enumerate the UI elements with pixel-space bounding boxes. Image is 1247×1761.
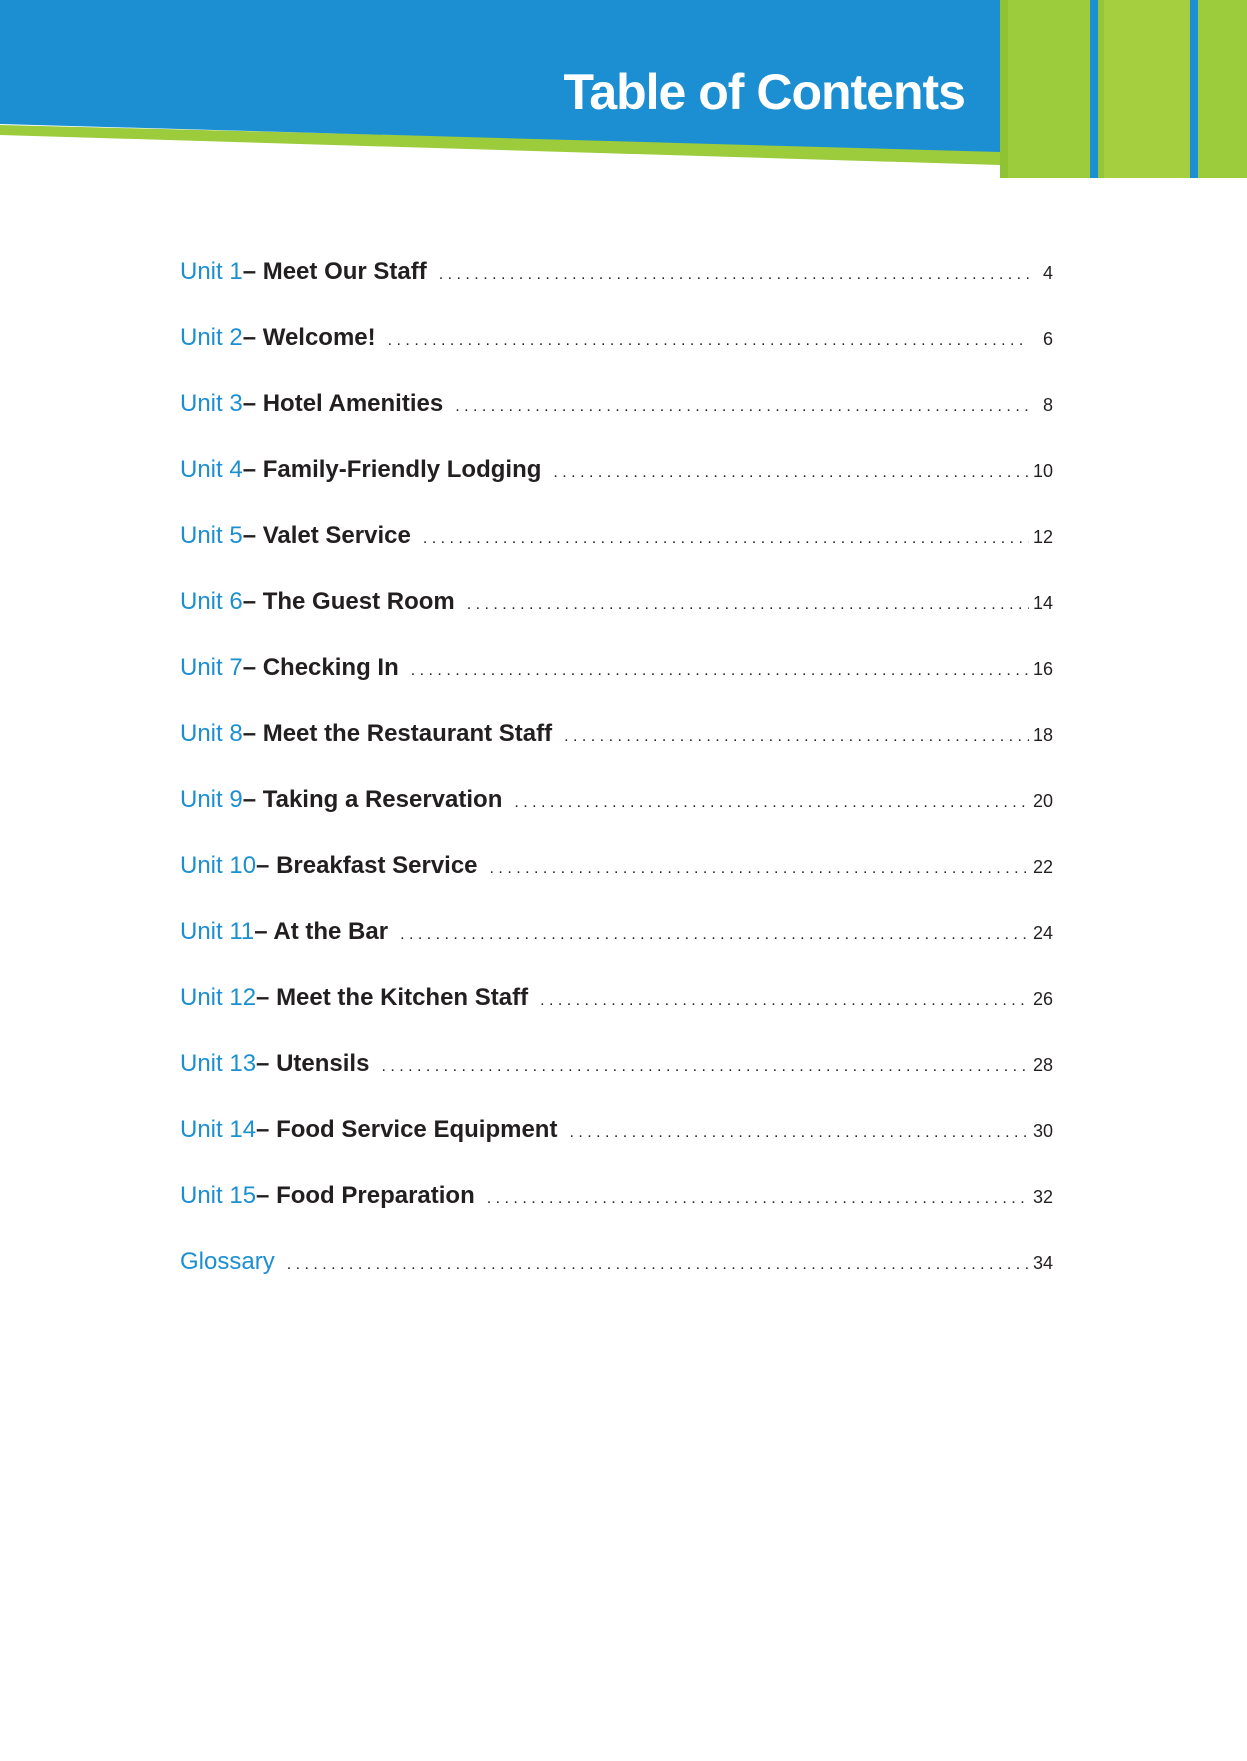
toc-page-number: 10 <box>1032 461 1053 481</box>
toc-entry-9[interactable] <box>180 781 1053 847</box>
toc-entry-title: – Breakfast Service <box>256 852 478 879</box>
toc-page-number: 4 <box>1042 263 1053 283</box>
toc-page-number: 8 <box>1042 395 1053 415</box>
toc-dot-leader <box>514 784 1029 822</box>
toc-entry-6[interactable] <box>180 583 1053 649</box>
toc-entry-label: Unit 11 <box>180 918 255 945</box>
toc-entry-4[interactable] <box>180 451 1053 517</box>
toc-entry-7[interactable] <box>180 649 1053 715</box>
toc-entry-label: Unit 2 <box>180 324 243 351</box>
header-banner <box>0 0 1247 190</box>
toc-entry-2[interactable] <box>180 319 1053 385</box>
toc-dot-leader <box>467 586 1029 624</box>
toc-entry-title: – Meet the Restaurant Staff <box>242 720 553 747</box>
toc-page-number: 12 <box>1032 527 1053 547</box>
toc-entry-label: Unit 1 <box>180 258 243 285</box>
toc-entry-label: Unit 9 <box>180 786 243 813</box>
toc-entry-title: – Welcome! <box>242 324 376 351</box>
toc-entry-14[interactable] <box>180 1111 1053 1177</box>
toc-entry-15[interactable] <box>180 1177 1053 1243</box>
toc-entry-3[interactable] <box>180 385 1053 451</box>
toc-entry-10[interactable] <box>180 847 1053 913</box>
toc-entry-label: Unit 4 <box>180 456 243 483</box>
toc-entry-title: – Family-Friendly Lodging <box>242 456 542 483</box>
toc-dot-leader <box>388 322 1029 360</box>
toc-dot-leader <box>411 652 1029 690</box>
toc-dot-leader <box>400 916 1029 954</box>
toc-entry-title: – Hotel Amenities <box>242 390 444 417</box>
toc-page-number: 16 <box>1032 659 1053 679</box>
toc-dot-leader <box>381 1048 1029 1086</box>
toc-dot-leader <box>553 454 1029 492</box>
toc-dot-leader <box>490 850 1029 888</box>
toc-entry-label: Unit 10 <box>180 852 257 879</box>
toc-dot-leader <box>564 718 1029 756</box>
page-title: Table of Contents <box>563 64 965 120</box>
table-of-contents <box>180 253 1053 1309</box>
toc-entry-16[interactable] <box>180 1243 1053 1309</box>
toc-entry-title: – Food Service Equipment <box>256 1116 558 1143</box>
toc-page-number: 24 <box>1032 923 1053 943</box>
header-green-bar-1 <box>1000 0 1090 178</box>
header-bar-shade-2 <box>1098 0 1104 178</box>
toc-page-number: 22 <box>1032 857 1053 877</box>
toc-entry-title: – Utensils <box>256 1050 370 1077</box>
toc-entry-title: – Meet Our Staff <box>242 258 427 285</box>
toc-entry-label: Unit 7 <box>180 654 243 681</box>
toc-entry-13[interactable] <box>180 1045 1053 1111</box>
toc-page-number: 26 <box>1032 989 1053 1009</box>
toc-entry-title: – The Guest Room <box>242 588 455 615</box>
toc-entry-12[interactable] <box>180 979 1053 1045</box>
header-green-bar-gap-2 <box>1190 0 1198 178</box>
toc-entry-label: Unit 3 <box>180 390 243 417</box>
toc-dot-leader <box>287 1246 1029 1284</box>
toc-entry-title: – Valet Service <box>242 522 411 549</box>
toc-page-number: 30 <box>1032 1121 1053 1141</box>
header-green-bar-2 <box>1098 0 1190 178</box>
toc-dot-leader <box>455 388 1029 426</box>
toc-entry-label: Unit 8 <box>180 720 243 747</box>
toc-page-number: 14 <box>1032 593 1053 613</box>
toc-entry-8[interactable] <box>180 715 1053 781</box>
toc-entry-label: Unit 15 <box>180 1182 257 1209</box>
toc-entry-label: Unit 6 <box>180 588 243 615</box>
toc-dot-leader <box>540 982 1029 1020</box>
toc-entry-title: – Meet the Kitchen Staff <box>256 984 529 1011</box>
toc-entry-1[interactable] <box>180 253 1053 319</box>
toc-entry-label: Unit 5 <box>180 522 243 549</box>
toc-entry-label: Unit 14 <box>180 1116 257 1143</box>
toc-entry-5[interactable] <box>180 517 1053 583</box>
toc-page-number: 20 <box>1032 791 1053 811</box>
toc-dot-leader <box>439 256 1029 294</box>
toc-dot-leader <box>569 1114 1029 1152</box>
header-bar-shade-1 <box>1000 0 1008 178</box>
toc-entry-11[interactable] <box>180 913 1053 979</box>
toc-dot-leader <box>423 520 1029 558</box>
toc-entry-label: Unit 13 <box>180 1050 257 1077</box>
toc-dot-leader <box>487 1180 1029 1218</box>
toc-entry-label: Unit 12 <box>180 984 257 1011</box>
toc-entry-title: – Taking a Reservation <box>242 786 503 813</box>
toc-entry-title: – Food Preparation <box>256 1182 475 1209</box>
toc-entry-title: – Checking In <box>242 654 399 681</box>
toc-page-number: 18 <box>1032 725 1053 745</box>
toc-page-number: 28 <box>1032 1055 1053 1075</box>
header-green-bar-3 <box>1198 0 1247 178</box>
toc-page-number: 34 <box>1032 1253 1053 1273</box>
toc-entry-label: Glossary <box>180 1248 275 1275</box>
toc-page-number: 6 <box>1042 329 1053 349</box>
toc-entry-title: – At the Bar <box>254 918 389 945</box>
header-green-bar-gap-1 <box>1090 0 1098 178</box>
toc-page-number: 32 <box>1032 1187 1053 1207</box>
